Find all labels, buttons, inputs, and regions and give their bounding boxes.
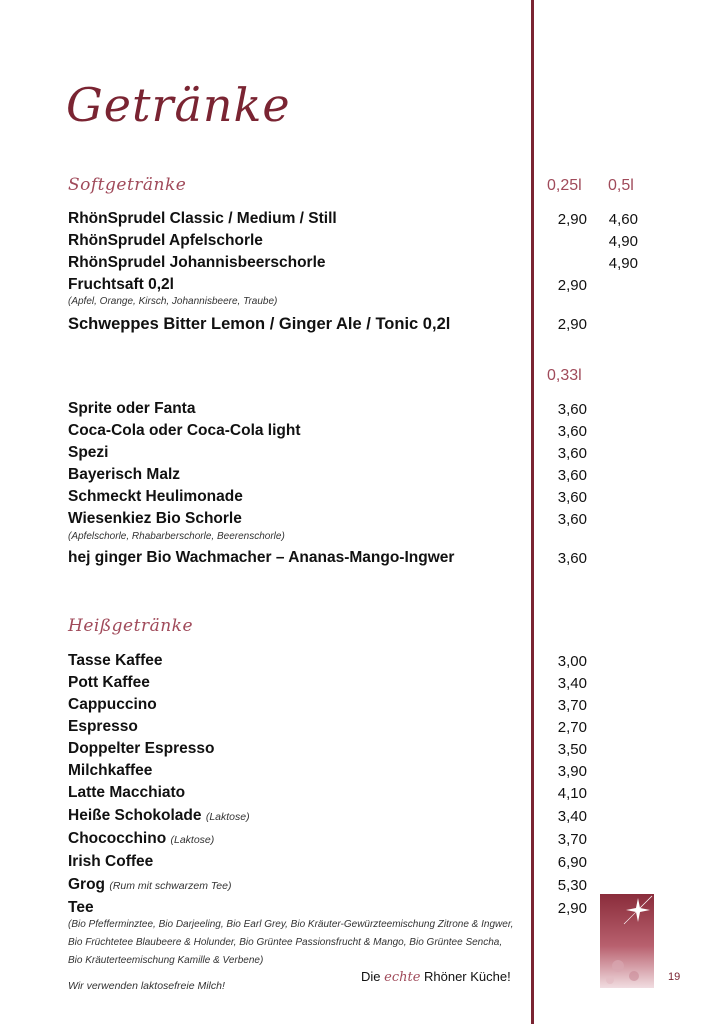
menu-item — [68, 807, 250, 829]
item-price-025l: 2,90 — [557, 277, 587, 294]
item-price: 3,60 — [557, 489, 587, 506]
item-price-05l: 4,60 — [608, 211, 638, 228]
page-number: 19 — [668, 971, 681, 983]
menu-item — [68, 784, 185, 806]
footer-note: Wir verwenden laktosefreie Milch! — [68, 980, 225, 992]
menu-item — [68, 315, 450, 337]
menu-item — [68, 762, 152, 784]
item-price-05l: 4,90 — [608, 233, 638, 250]
slogan — [361, 969, 511, 985]
item-name: Spezi — [68, 444, 109, 461]
menu-item — [68, 652, 162, 674]
item-name: Schweppes Bitter Lemon / Ginger Ale / Tonic 0,2l — [68, 315, 451, 333]
item-price: 3,60 — [557, 445, 587, 462]
item-name: Heiße Schokolade — [68, 807, 202, 824]
page-title: Getränke — [66, 78, 291, 132]
column-header-05l: 0,5l — [608, 177, 634, 194]
item-note: (Laktose) — [170, 834, 215, 846]
item-name: RhönSprudel Classic / Medium / Still — [68, 210, 337, 227]
item-name: RhönSprudel Apfelschorle — [68, 232, 263, 249]
item-price: 2,90 — [557, 900, 587, 917]
item-price-025l: 2,90 — [557, 316, 587, 333]
section-heading-hotdrinks: Heißgetränke — [68, 616, 194, 636]
item-name: Pott Kaffee — [68, 674, 150, 691]
menu-item — [68, 254, 326, 276]
item-price: 3,70 — [557, 697, 587, 714]
item-price: 5,30 — [557, 877, 587, 894]
item-name: hej ginger Bio Wachmacher – Ananas-Mango-Ingwer — [68, 549, 455, 566]
item-name: Coca-Cola oder Coca-Cola light — [68, 422, 301, 439]
item-name: Fruchtsaft 0,2l — [68, 276, 174, 293]
menu-item — [68, 466, 180, 488]
item-name: Grog — [68, 876, 106, 893]
item-name: Cappuccino — [68, 696, 157, 713]
menu-item — [68, 718, 138, 740]
vertical-divider-line — [531, 0, 534, 1024]
item-description: (Apfelschorle, Rhabarberschorle, Beerenschorle) — [68, 531, 285, 542]
tea-description-line: Bio Früchtetee Blaubeere & Holunder, Bio Grüntee Passionsfrucht & Mango, Bio Grüntee Sencha, — [68, 937, 503, 948]
item-price: 3,50 — [557, 741, 587, 758]
slogan-text: Rhöner Küche! — [420, 969, 511, 984]
menu-item — [68, 853, 153, 875]
item-description: (Apfel, Orange, Kirsch, Johannisbeere, Traube) — [68, 296, 278, 307]
item-price: 4,10 — [557, 785, 587, 802]
item-price: 6,90 — [557, 854, 587, 871]
menu-item — [68, 510, 242, 532]
item-name: Tee — [68, 899, 94, 916]
slogan-accent: echte — [384, 970, 421, 985]
item-price: 2,70 — [557, 719, 587, 736]
menu-item — [68, 830, 214, 852]
item-name: Tasse Kaffee — [68, 652, 163, 669]
item-name: RhönSprudel Johannisbeerschorle — [68, 254, 326, 271]
decorative-star-image — [600, 894, 654, 988]
menu-item — [68, 876, 231, 898]
item-note: (Laktose) — [205, 811, 250, 823]
item-name: Wiesenkiez Bio Schorle — [68, 510, 242, 527]
item-price: 3,70 — [557, 831, 587, 848]
item-price: 3,40 — [557, 675, 587, 692]
item-price: 3,60 — [557, 423, 587, 440]
menu-item — [68, 740, 214, 762]
menu-item — [68, 488, 243, 510]
item-name: Irish Coffee — [68, 853, 154, 870]
menu-item — [68, 210, 337, 232]
section-heading-softdrinks: Softgetränke — [68, 175, 187, 195]
item-name: Doppelter Espresso — [68, 740, 215, 757]
item-name: Milchkaffee — [68, 762, 153, 779]
item-price-025l: 2,90 — [557, 211, 587, 228]
item-price: 3,60 — [557, 550, 587, 567]
item-name: Chococchino — [68, 830, 167, 847]
menu-item — [68, 444, 108, 466]
item-name: Sprite oder Fanta — [68, 400, 196, 417]
item-name: Bayerisch Malz — [68, 466, 180, 483]
tea-description-line: Bio Kräuterteemischung Kamille & Verbene) — [68, 955, 264, 966]
item-price: 3,40 — [557, 808, 587, 825]
item-price: 3,00 — [557, 653, 587, 670]
menu-item — [68, 422, 301, 444]
item-price: 3,90 — [557, 763, 587, 780]
item-price: 3,60 — [557, 511, 587, 528]
item-note: (Rum mit schwarzem Tee) — [109, 880, 232, 892]
menu-item — [68, 276, 174, 298]
item-price: 3,60 — [557, 401, 587, 418]
item-price-05l: 4,90 — [608, 255, 638, 272]
slogan-text: Die — [361, 969, 385, 984]
item-price: 3,60 — [557, 467, 587, 484]
column-header-033l: 0,33l — [547, 367, 582, 384]
item-name: Latte Macchiato — [68, 784, 186, 801]
menu-item — [68, 232, 263, 254]
menu-item — [68, 674, 150, 696]
column-header-025l: 0,25l — [547, 177, 582, 194]
menu-item — [68, 400, 195, 422]
item-name: Espresso — [68, 718, 138, 735]
menu-item — [68, 696, 157, 718]
menu-item — [68, 899, 94, 921]
tea-description-line: (Bio Pfefferminztee, Bio Darjeeling, Bio Earl Grey, Bio Kräuter-Gewürzteemischung Zitrone & Ingwer, — [68, 919, 514, 930]
menu-item — [68, 549, 454, 571]
item-name: Schmeckt Heulimonade — [68, 488, 243, 505]
